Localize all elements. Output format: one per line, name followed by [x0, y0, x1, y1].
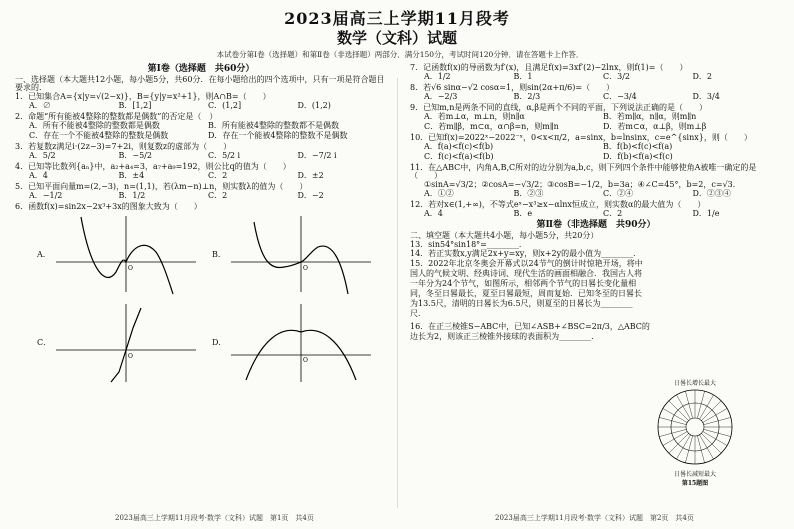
option-a: A．4	[29, 171, 48, 180]
option-c: C．5/2 i	[208, 151, 241, 160]
question-7-options	[424, 73, 782, 81]
part-1-heading: 一、选择题（本大题共12小题，每小题5分，共60分．在每小题给出的四个选项中，只有一项是符合题目要求的．	[15, 75, 385, 92]
option-a: A．−1/2	[29, 191, 63, 200]
graph-d-label: D．	[212, 338, 227, 347]
question-9-options	[424, 113, 782, 131]
option-a: A．①②	[424, 189, 454, 198]
graph-c-label: C．	[37, 338, 52, 347]
option-d: D．2	[692, 72, 713, 81]
svg-text:O: O	[303, 357, 308, 364]
question-13: 13．sin54°sin18°=________．	[410, 240, 527, 249]
option-b: B．若m∥α，n∥α，则m∥n	[603, 112, 697, 121]
exam-instructions: 本试卷分第Ⅰ卷（选择题）和第Ⅱ卷（非选择题）两部分．满分150分，考试时间120分钟．请在答题卡上作答．	[216, 50, 584, 59]
question-7: 7．记函数f(x)的导函数为f′(x)，且满足f(x)=3xf′(2)−2lnx，则f(1)=（ ）	[410, 63, 688, 72]
question-11: 11．在△ABC中，内角A,B,C所对的边分别为a,b,c，则下列四个条件中能够使角A被唯一确定的是（ ）	[410, 163, 757, 180]
graph-a	[37, 211, 212, 299]
option-d: D．1/e	[692, 209, 720, 218]
exam-title: 2023届高三上学期11月段考	[284, 9, 510, 28]
option-b: B．−5/2	[118, 151, 152, 160]
question-15: 15．2022年北京冬奥会开幕式以24节气的倒计时惊艳开场，将中国人的气候文明、经典诗词、现代生活的画面相融合．我国古人将一年分为24个节气，如图所示，相邻两个节气的日晷长变化量相同，冬至日晷最长，夏至日晷最短，周而复始．已知冬至的日晷长为13.5尺，清明的日晷长为6.5尺，则夏至的日晷长为________尺．	[410, 259, 643, 318]
exam-subtitle: 数学（文科）试题	[336, 29, 457, 47]
option-c: C．−3/4	[603, 92, 637, 101]
option-d: D．3/4	[692, 92, 720, 101]
option-a: A．f(a)<f(c)<f(b)	[424, 142, 494, 151]
option-d: D．存在一个能被4整除的整数不是偶数	[208, 131, 348, 140]
question-11-options	[424, 190, 782, 198]
question-4: 4．已知等比数列{aₙ}中，a₂+a₄=3，a₇+a₉=192，则公比q的值为（ ）	[15, 162, 291, 171]
left-column	[15, 63, 387, 387]
question-11-conditions: ①sinA=√3/2；②cosA=−√3/2；③cosB=−1/2，b=3a；④∠C=45°，b=2，c=√3．	[424, 180, 741, 189]
question-1: 1．已知集合A={x|y=√(2−x)}，B={y|y=x²+1}，则A∩B=（ ）	[15, 92, 271, 101]
option-c: C．若m∥β，m⊂α，α∩β=n，则m∥n	[424, 122, 559, 131]
graph-b-label: B．	[212, 250, 226, 259]
option-b: B．f(b)<f(c)<f(a)	[603, 142, 673, 151]
option-b: B．[1,2]	[118, 101, 152, 110]
option-c: C．②④	[603, 189, 634, 198]
option-a: A．−2/3	[424, 92, 458, 101]
question-12: 12．若对x∈(1,+∞)，不等式eˣ−x³≥x−αlnx恒成立，则实数α的最大值为（ ）	[410, 200, 706, 209]
question-5: 5．已知平面向量m=(2,−3)，n=(1,1)，若(λm−n)⊥n，则实数λ的值为（ ）	[15, 182, 308, 191]
option-a: A．所有不能被4整除的整数都是偶数	[29, 121, 160, 130]
question-8-options	[424, 93, 782, 101]
graph-d-plot	[226, 300, 376, 386]
graph-c	[37, 299, 212, 387]
question-10-options	[424, 143, 782, 161]
page-1-footer: 2023届高三上学期11月段考·数学（文科）试题 第1页 共4页	[115, 514, 314, 522]
section-1-title: 第Ⅰ卷（选择题 共60分）	[147, 64, 255, 74]
option-b: B．1	[513, 72, 533, 81]
question-3-options	[29, 152, 387, 160]
question-1-options	[29, 102, 387, 110]
section-2-title: 第Ⅱ卷（非选择题 共90分）	[536, 220, 656, 230]
question-6-graphs	[37, 211, 387, 387]
figure-bottom-label: 日晷长减短最大	[673, 471, 716, 478]
question-9: 9．已知m,n是两条不同的直线，α,β是两个不同的平面，下列说法正确的是（ ）	[410, 103, 707, 112]
option-d: D．②③④	[692, 189, 731, 198]
graph-b	[212, 211, 387, 299]
option-c: C．3/2	[603, 72, 630, 81]
graph-c-plot	[51, 300, 201, 386]
graph-d	[212, 299, 387, 387]
figure-caption: 第15题图	[681, 480, 709, 487]
page-2-footer: 2023届高三上学期11月段考·数学（文科）试题 第2页 共4页	[495, 514, 694, 522]
option-c: C．2	[603, 209, 623, 218]
option-d: D．−2	[297, 191, 324, 200]
option-d: D．(1,2)	[297, 101, 331, 110]
graph-a-plot	[51, 212, 201, 298]
figure-top-label: 日晷长增长最大	[673, 380, 716, 387]
option-c: C．2	[208, 171, 228, 180]
option-c: C．f(c)<f(a)<f(b)	[424, 152, 494, 161]
option-d: D．f(b)<f(a)<f(c)	[603, 152, 673, 161]
question-2: 2．命题“所有能被4整除的整数都是偶数”的否定是（ ）	[15, 112, 218, 121]
svg-text:O: O	[303, 265, 308, 272]
option-b: B．2/3	[513, 92, 541, 101]
solar-terms-wheel	[655, 387, 735, 467]
option-b: B．e	[513, 209, 533, 218]
solar-terms-figure	[655, 378, 735, 488]
question-4-options	[29, 172, 387, 180]
option-b: B．所有能被4整除的整数都不是偶数	[208, 121, 339, 130]
question-14: 14．若正实数x,y满足2x+y=xy，则x+2y的最小值为________．	[410, 249, 642, 258]
question-2-options	[29, 122, 387, 140]
question-3: 3．若复数z满足i·(2z−3)=7+2i，则复数z的虚部为（ ）	[15, 142, 232, 151]
option-a: A．1/2	[424, 72, 451, 81]
option-a: A．4	[424, 209, 443, 218]
question-10: 10．已知f(x)=2022ˣ−2022⁻ˣ，0<x<π/2，a=sinx，b=lnsinx，c=e^{sinx}，则（ ）	[410, 133, 752, 142]
svg-text:O: O	[128, 353, 133, 360]
question-16: 16．在正三棱锥S−ABC中，已知∠ASB+∠BSC=2π/3，△ABC的边长为2，则该正三棱锥外接球的表面积为________．	[410, 322, 650, 341]
svg-text:O: O	[128, 265, 133, 272]
option-b: B．②③	[513, 189, 544, 198]
question-12-options	[424, 210, 782, 218]
option-c: C．存在一个不能被4整除的整数是偶数	[29, 131, 169, 140]
option-a: A．若m⊥α，m⊥n，则n∥α	[424, 112, 525, 121]
option-c: C．(1,2]	[208, 101, 242, 110]
right-column	[410, 63, 782, 342]
option-a: A．∅	[29, 101, 51, 110]
column-divider	[397, 78, 398, 508]
option-c: C．2	[208, 191, 228, 200]
question-5-options	[29, 192, 387, 200]
question-8: 8．若√6 sinα−√2 cosα=1，则sin(2α+π/6)=（ ）	[410, 83, 615, 92]
graph-a-label: A．	[37, 250, 51, 259]
option-a: A．5/2	[29, 151, 56, 160]
part-2-heading: 二、填空题（本大题共4小题，每小题5分，共20分）	[410, 231, 599, 240]
option-d: D．若m⊂α，α⊥β，则m⊥β	[603, 122, 707, 131]
option-b: B．1/2	[118, 191, 146, 200]
option-d: D．−7/2 i	[297, 151, 337, 160]
question-6: 6．函数f(x)=sin2x−2x³+3x的图象大致为（ ）	[15, 202, 202, 211]
option-b: B．±4	[118, 171, 145, 180]
option-d: D．±2	[297, 171, 324, 180]
graph-b-plot	[226, 212, 376, 298]
